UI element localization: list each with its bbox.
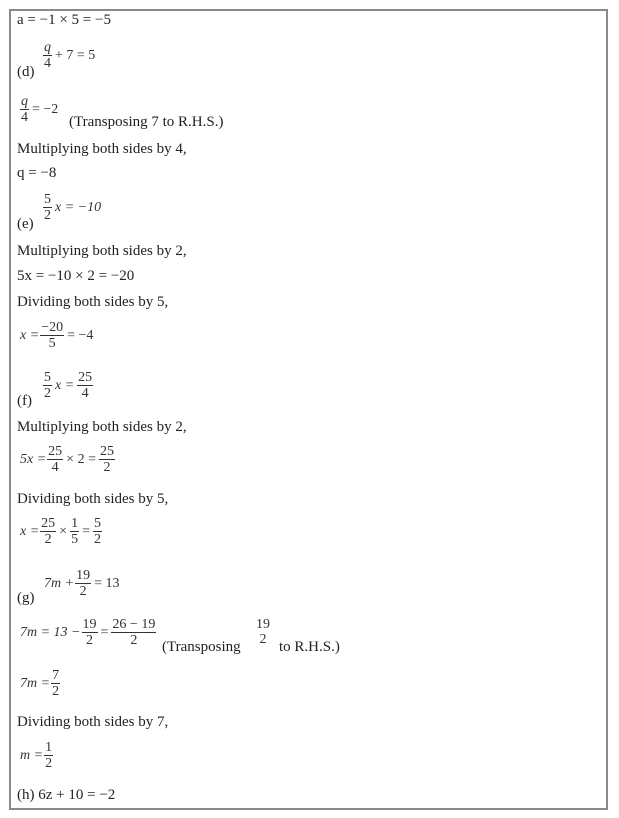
equation-e-result <box>20 320 95 351</box>
transposing-fraction-g <box>254 617 272 647</box>
fraction <box>77 370 93 401</box>
equation-f <box>42 370 94 401</box>
operator: = <box>100 624 109 640</box>
text-multiplying-4: Multiplying both sides by 4, <box>17 141 187 157</box>
part-label-e: (e) <box>17 216 34 232</box>
denominator: 2 <box>86 633 94 648</box>
equation-rest: = 13 <box>94 575 120 591</box>
equation-f-result <box>20 516 103 547</box>
text-multiplying-2-f: Multiplying both sides by 2, <box>17 419 187 435</box>
equation-e <box>42 192 103 223</box>
denominator: 4 <box>44 56 51 71</box>
fraction <box>70 516 79 547</box>
denominator: 2 <box>44 532 52 547</box>
denominator: 2 <box>79 584 87 599</box>
denominator: 4 <box>21 110 28 125</box>
numerator: q <box>21 94 28 109</box>
denominator: 2 <box>130 633 138 648</box>
numerator: 1 <box>45 740 53 755</box>
part-label-g: (g) <box>17 590 35 606</box>
numerator: −20 <box>41 320 64 335</box>
fraction <box>43 370 52 401</box>
text-q-result: q = −8 <box>17 165 57 181</box>
numerator: 1 <box>71 516 79 531</box>
part-label-f: (f) <box>17 393 32 409</box>
equation-lhs: m = <box>20 747 44 763</box>
numerator: q <box>44 40 51 55</box>
denominator: 4 <box>51 460 59 475</box>
operator: = <box>82 523 90 539</box>
fraction <box>82 617 98 648</box>
numerator: 5 <box>93 516 101 531</box>
denominator: 2 <box>259 632 267 647</box>
equation-lhs: 5x = <box>20 451 47 467</box>
equation-mid: x = <box>55 377 75 393</box>
fraction <box>47 444 63 475</box>
fraction <box>43 192 52 223</box>
fraction <box>255 617 271 647</box>
transposing-note-g-post: to R.H.S.) <box>279 639 340 655</box>
numerator: 25 <box>78 370 93 385</box>
equation-lhs: 7m + <box>44 575 75 591</box>
text-multiplying-2-e: Multiplying both sides by 2, <box>17 243 187 259</box>
numerator: 26 − 19 <box>112 617 156 632</box>
denominator: 2 <box>52 684 60 699</box>
equation-mid: × 2 = <box>66 451 96 467</box>
fraction <box>43 40 52 71</box>
denominator: 2 <box>93 532 101 547</box>
text-dividing-5-e: Dividing both sides by 5, <box>17 294 169 310</box>
numerator: 19 <box>76 568 91 583</box>
equation-d <box>42 40 97 71</box>
text-dividing-7: Dividing both sides by 7, <box>17 714 169 730</box>
numerator: 19 <box>256 617 270 632</box>
equation-rest: = −4 <box>67 327 94 343</box>
numerator: 25 <box>99 444 114 459</box>
fraction <box>93 516 102 547</box>
equation-lhs: x = <box>20 327 40 343</box>
numerator: 7 <box>52 668 60 683</box>
numerator: 19 <box>82 617 97 632</box>
part-label-d: (d) <box>17 64 35 80</box>
transposing-note-g-pre: (Transposing <box>162 639 241 655</box>
numerator: 25 <box>48 444 63 459</box>
equation-g <box>44 568 121 599</box>
numerator: 5 <box>44 192 51 207</box>
equation-rest: x = −10 <box>55 199 102 215</box>
fraction <box>20 94 29 125</box>
fraction <box>40 320 64 351</box>
fraction <box>40 516 56 547</box>
denominator: 5 <box>71 532 79 547</box>
equation-rest: = −2 <box>32 101 59 117</box>
denominator: 2 <box>44 208 51 223</box>
denominator: 2 <box>103 460 111 475</box>
equation-f-step <box>20 444 116 475</box>
text-line-a-result: a = −1 × 5 = −5 <box>17 12 111 28</box>
equation-d-step1 <box>19 94 60 125</box>
transposing-note-d: (Transposing 7 to R.H.S.) <box>69 114 224 130</box>
numerator: 5 <box>44 370 51 385</box>
fraction <box>75 568 91 599</box>
text-part-h: (h) 6z + 10 = −2 <box>17 787 116 803</box>
equation-lhs: 7m = <box>20 675 51 691</box>
operator: × <box>59 523 68 539</box>
text-dividing-5-f: Dividing both sides by 5, <box>17 491 169 507</box>
fraction <box>51 668 60 699</box>
equation-g-result <box>20 740 54 771</box>
text-5x-step: 5x = −10 × 2 = −20 <box>17 268 135 284</box>
equation-rest: + 7 = 5 <box>55 47 96 63</box>
numerator: 25 <box>41 516 56 531</box>
denominator: 2 <box>45 756 53 771</box>
denominator: 4 <box>81 386 89 401</box>
equation-g-step1 <box>20 617 157 648</box>
fraction <box>44 740 53 771</box>
denominator: 2 <box>44 386 51 401</box>
fraction <box>111 617 156 648</box>
fraction <box>99 444 115 475</box>
equation-lhs: x = <box>20 523 40 539</box>
equation-lhs: 7m = 13 − <box>20 624 81 640</box>
equation-g-step2 <box>20 668 61 699</box>
denominator: 5 <box>48 336 56 351</box>
